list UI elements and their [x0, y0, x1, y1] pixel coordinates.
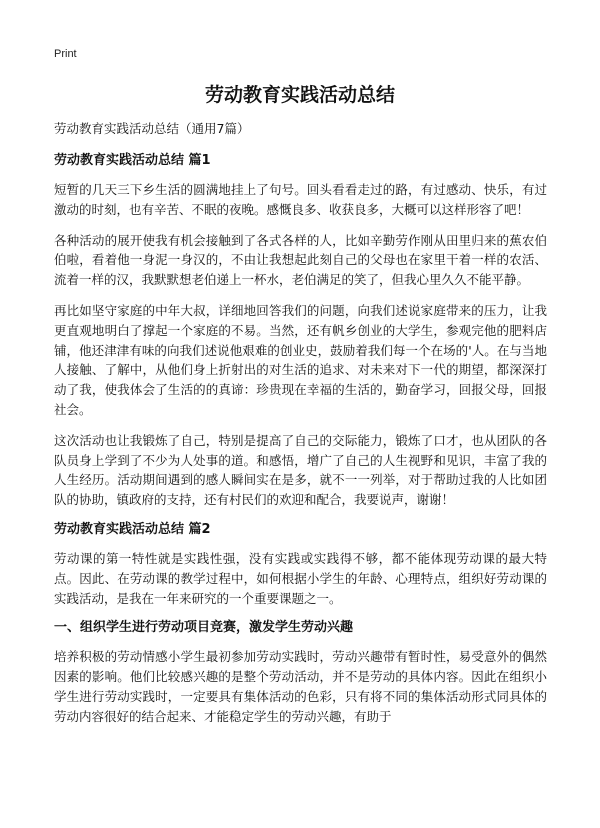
section-2 [54, 521, 547, 608]
print-link[interactable]: Print [54, 48, 77, 60]
section-heading: 劳动教育实践活动总结 篇2 [54, 521, 211, 537]
paragraph: 这次活动也让我锻炼了自己，特别是提高了自己的交际能力，锻炼了口才，也从团队的各队员身上学到了不少为人处事的道。和感悟，增广了自己的人生视野和见识，丰富了我的人生经历。活动期间遇到的感人瞬间实在是多，就不一一列举，对于帮助过我的人比如团队的协助，镇政府的支持，还有村民们的欢迎和配合，我要说声，谢谢！ [54, 432, 547, 508]
paragraph: 培养积极的劳动情感小学生最初参加劳动实践时，劳动兴趣带有暂时性，易受意外的偶然因素的影响。他们比较感兴趣的是整个劳动活动，并不是劳动的具体内容。因此在组织小学生进行劳动实践时，一定要具有集体活动的色彩，只有将不同的集体活动形式同具体的劳动内容很好的结合起来、才能稳定学生的劳动兴趣，有助于 [54, 649, 547, 724]
paragraph: 短暂的几天三下乡生活的圆满地挂上了句号。回头看看走过的路，有过感动、快乐，有过激动的时刻，也有辛苦、不眠的夜晚。感慨良多、收获良多，大概可以这样形容了吧！ [54, 182, 547, 217]
section-heading: 一、组织学生进行劳动项目竞赛，激发学生劳动兴趣 [54, 620, 354, 636]
document-title: 劳动教育实践活动总结 [204, 84, 395, 106]
section-heading: 劳动教育实践活动总结 篇1 [54, 153, 211, 168]
paragraph: 劳动课的第一特性就是实践性强，没有实践或实践得不够，都不能体现劳动课的最大特点。因此、在劳动课的教学过程中，如何根据小学生的年龄、心理特点，组织好劳动课的实践活动，是我在一年来研究的一个重要课题之一。 [54, 550, 547, 606]
section-1 [54, 152, 547, 510]
section-3 [54, 619, 547, 726]
paragraph: 各种活动的展开使我有机会接触到了各式各样的人，比如辛勤劳作刚从田里归来的蕉农伯伯啦，看着他一身泥一身汉的，不由让我想起此刻自己的父母也在家里干着一样的农活、流着一样的汉，我默默想老伯递上一杯水，老伯满足的笑了，但我心里久久不能平静。 [54, 232, 547, 288]
document-body [54, 120, 547, 738]
paragraph: 再比如坚守家庭的中年大叔，详细地回答我们的问题，向我们述说家庭带来的压力，让我更直观地明白了撑起一个家庭的不易。当然，还有帆乡创业的大学生，参观完他的肥料店铺，他还津津有味的向我们述说他艰难的创业史，鼓励着我们每一个在场的'人。在与当地人接触、了解中，从他们身上折射出的对生活的追求、对未来对下一代的期望，都深深打动了我，使我体会了生活的的真谛：珍贵现在幸福的生活的，勤奋学习，回报父母，回报社会。 [54, 302, 547, 417]
document-subtitle: 劳动教育实践活动总结（通用7篇） [54, 121, 250, 136]
